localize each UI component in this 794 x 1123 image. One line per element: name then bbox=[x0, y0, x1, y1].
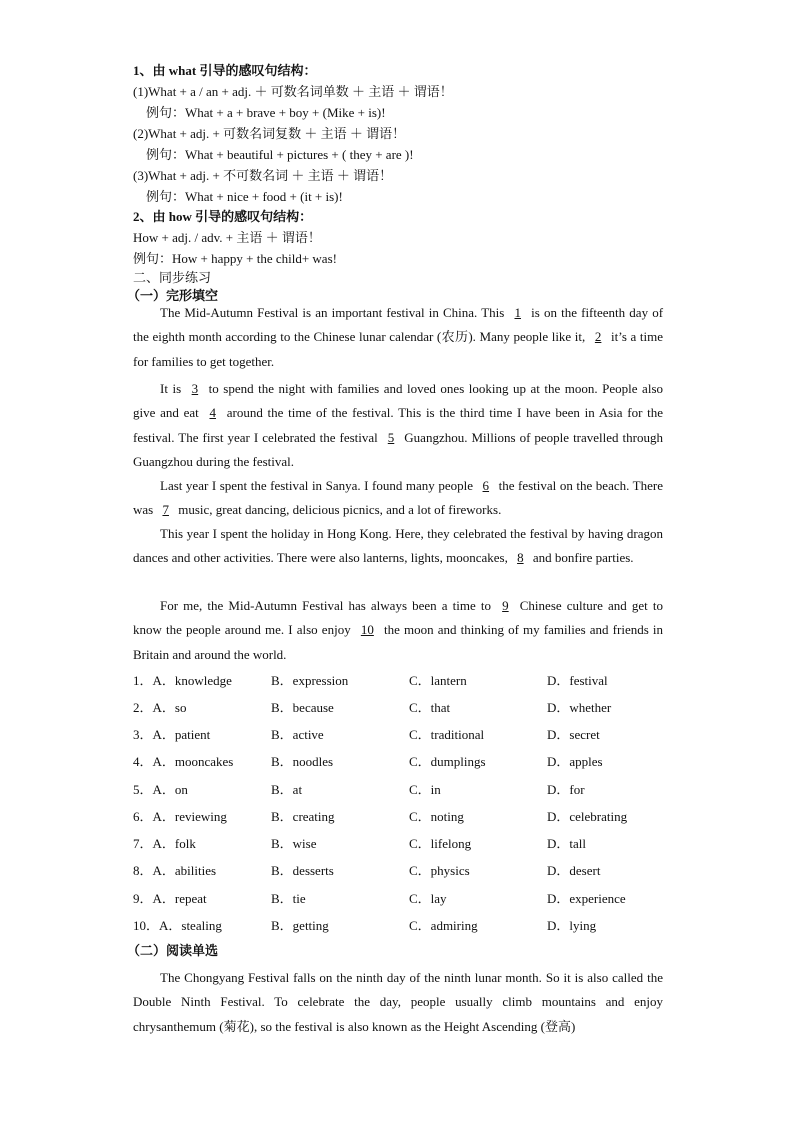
reading-paragraph-1: The Chongyang Festival falls on the ninth day of the ninth lunar month. So it is also called the Double Ninth Festival. To celebrate the day, people usually climb mountains and enjoy chrysanthemum (菊花), so the festival is also known as the Height Ascending (登高) bbox=[133, 970, 663, 1034]
option-b[interactable]: B．getting bbox=[271, 918, 329, 933]
option-d[interactable]: D．tall bbox=[547, 836, 586, 851]
blank-3[interactable]: 3 bbox=[191, 381, 199, 396]
option-a[interactable]: 5．A．on bbox=[133, 782, 188, 797]
option-row bbox=[133, 890, 673, 910]
blank-6[interactable]: 6 bbox=[482, 478, 490, 493]
option-b[interactable]: B．noodles bbox=[271, 754, 334, 769]
what-example-2: 例句：What + beautiful + pictures + ( they + are )! bbox=[146, 147, 414, 162]
cloze-paragraph-4: This year I spent the holiday in Hong Kong. Here, they celebrated the festival by having dragon dances and other activities. There were also lanterns, lights, mooncakes, 8 and bonfire parties. bbox=[133, 526, 663, 566]
option-b[interactable]: B．at bbox=[271, 782, 303, 797]
option-d[interactable]: D．apples bbox=[547, 754, 603, 769]
option-b[interactable]: B．active bbox=[271, 727, 324, 742]
blank-2[interactable]: 2 bbox=[594, 329, 602, 345]
option-d[interactable]: D．for bbox=[547, 782, 585, 797]
blank-8[interactable]: 8 bbox=[517, 550, 524, 566]
option-c[interactable]: C．lantern bbox=[409, 673, 467, 688]
option-row bbox=[133, 862, 673, 882]
option-row bbox=[133, 672, 673, 692]
option-d[interactable]: D．secret bbox=[547, 727, 600, 742]
option-d[interactable]: D．lying bbox=[547, 918, 597, 933]
cloze-paragraph-1: The Mid-Autumn Festival is an important festival in China. This 1 is on the fifteenth day of the eighth month according to the Chinese lunar calendar (农历). Many people like it, 2 it’s a time for families to get together. bbox=[133, 305, 664, 369]
option-a[interactable]: 3．A．patient bbox=[133, 727, 211, 742]
option-d[interactable]: D．whether bbox=[547, 700, 612, 715]
cloze-paragraph-5: For me, the Mid-Autumn Festival has always been a time to 9 Chinese culture and get to know the people around me. I also enjoy 10 the moon and thinking of my families and friends in Britain and around the world. bbox=[133, 598, 664, 662]
option-d[interactable]: D．experience bbox=[547, 891, 626, 906]
what-example-1: 例句：What + a + brave + boy + (Mike + is)! bbox=[146, 105, 386, 120]
option-row bbox=[133, 726, 673, 746]
cloze-heading: （一）完形填空 bbox=[127, 288, 219, 303]
option-row bbox=[133, 917, 673, 937]
blank-10[interactable]: 10 bbox=[360, 622, 374, 638]
what-structure-3: (3)What + adj. + 不可数名词 ＋ 主语 ＋ 谓语！ bbox=[133, 168, 393, 183]
reading-heading: （二）阅读单选 bbox=[127, 943, 219, 958]
option-a[interactable]: 6．A．reviewing bbox=[133, 809, 227, 824]
option-a[interactable]: 4．A．mooncakes bbox=[133, 754, 234, 769]
option-b[interactable]: B．expression bbox=[271, 673, 349, 688]
option-c[interactable]: C．traditional bbox=[409, 727, 485, 742]
option-a[interactable]: 9．A．repeat bbox=[133, 891, 207, 906]
option-c[interactable]: C．that bbox=[409, 700, 451, 715]
blank-7[interactable]: 7 bbox=[162, 502, 169, 518]
how-heading: 2、由 how 引导的感叹句结构： bbox=[133, 209, 313, 224]
blank-9[interactable]: 9 bbox=[502, 598, 509, 613]
cloze-paragraph-3: Last year I spent the festival in Sanya. I found many people 6 the festival on the beach. There was 7 music, great dancing, delicious picnics, and a lot of fireworks. bbox=[133, 478, 663, 518]
blank-4[interactable]: 4 bbox=[209, 405, 216, 421]
option-c[interactable]: C．physics bbox=[409, 863, 470, 878]
option-c[interactable]: C．lay bbox=[409, 891, 447, 906]
option-a[interactable]: 7．A．folk bbox=[133, 836, 196, 851]
option-d[interactable]: D．festival bbox=[547, 673, 608, 688]
how-structure: How + adj. / adv. + 主语 ＋ 谓语！ bbox=[133, 230, 321, 245]
option-row bbox=[133, 699, 673, 719]
section-title: 二、同步练习 bbox=[133, 270, 212, 285]
what-structure-2: (2)What + adj. + 可数名词复数 ＋ 主语 ＋ 谓语！ bbox=[133, 126, 406, 141]
option-b[interactable]: B．tie bbox=[271, 891, 306, 906]
option-b[interactable]: B．wise bbox=[271, 836, 317, 851]
option-c[interactable]: C．dumplings bbox=[409, 754, 486, 769]
option-a[interactable]: 2．A．so bbox=[133, 700, 187, 715]
blank-5[interactable]: 5 bbox=[387, 429, 395, 445]
option-b[interactable]: B．because bbox=[271, 700, 334, 715]
option-c[interactable]: C．noting bbox=[409, 809, 464, 824]
option-b[interactable]: B．creating bbox=[271, 809, 335, 824]
option-c[interactable]: C．in bbox=[409, 782, 441, 797]
option-c[interactable]: C．lifelong bbox=[409, 836, 472, 851]
option-a[interactable]: 1．A．knowledge bbox=[133, 673, 232, 688]
what-example-3: 例句：What + nice + food + (it + is)! bbox=[146, 189, 343, 204]
cloze-paragraph-2: It is 3 to spend the night with families and loved ones looking up at the moon. People also give and eat 4 around the time of the festival. This is the third time I have been in Asia for the festival. The first year I celebrated the festival 5 Guangzhou. Millions of people travelled through Guangzhou during the festival. bbox=[133, 381, 664, 469]
option-row bbox=[133, 808, 673, 828]
blank-1[interactable]: 1 bbox=[514, 305, 521, 320]
option-c[interactable]: C．admiring bbox=[409, 918, 478, 933]
option-d[interactable]: D．desert bbox=[547, 863, 601, 878]
option-a[interactable]: 10．A．stealing bbox=[133, 918, 222, 933]
option-row bbox=[133, 835, 673, 855]
option-d[interactable]: D．celebrating bbox=[547, 809, 628, 824]
what-heading: 1、由 what 引导的感叹句结构： bbox=[133, 63, 317, 78]
option-row bbox=[133, 781, 673, 801]
option-row bbox=[133, 753, 673, 773]
option-a[interactable]: 8．A．abilities bbox=[133, 863, 217, 878]
option-b[interactable]: B．desserts bbox=[271, 863, 334, 878]
how-example: 例句：How + happy + the child+ was! bbox=[133, 251, 337, 266]
what-structure-1: (1)What + a / an + adj. ＋ 可数名词单数 ＋ 主语 ＋ 谓语！ bbox=[133, 84, 453, 99]
